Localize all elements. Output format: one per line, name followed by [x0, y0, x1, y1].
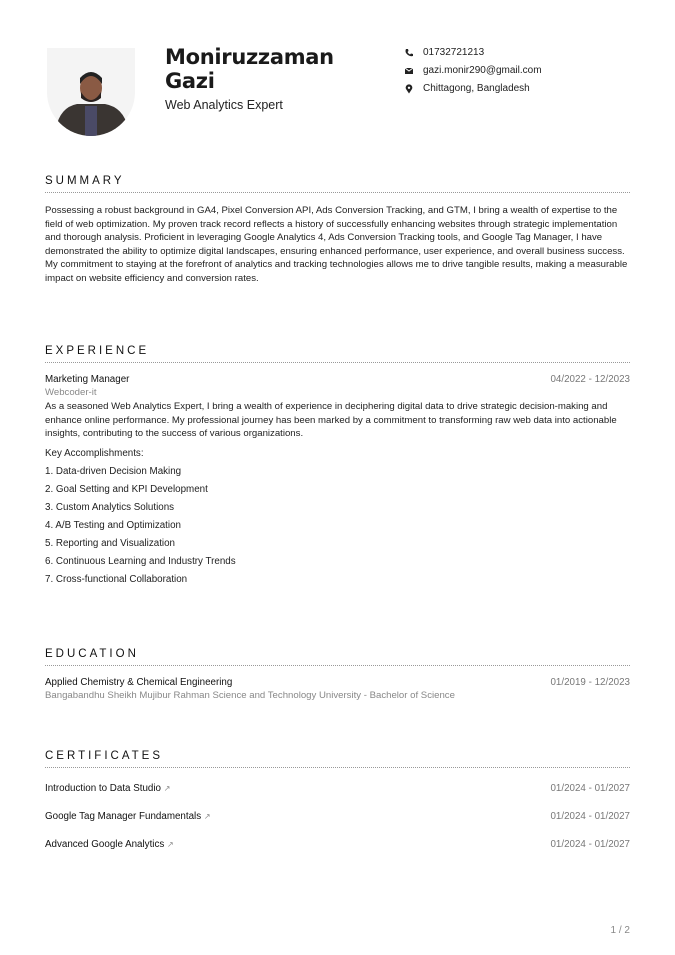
certificate-item[interactable]: [45, 839, 630, 850]
list-item: 2. Goal Setting and KPI Development: [45, 483, 208, 495]
phone[interactable]: 01732721213: [423, 47, 485, 58]
job-description: As a seasoned Web Analytics Expert, I bring a wealth of experience in deciphering digital data to drive strategic decision-making and enhance online performance. My professional journey has been marked by a commitment to transforming raw web data into actionable insights, contributing to the success of various organizations.: [45, 401, 617, 439]
email[interactable]: gazi.monir290@gmail.com: [423, 65, 542, 76]
degree-field: Applied Chemistry & Chemical Engineering: [45, 677, 233, 688]
list-item: 7. Cross-functional Collaboration: [45, 573, 188, 585]
job-role: Marketing Manager: [45, 374, 130, 385]
certificate-name[interactable]: Introduction to Data Studio: [45, 783, 162, 794]
location-pin-icon: [404, 84, 414, 94]
external-link-icon[interactable]: ↗: [167, 840, 174, 849]
contact-info: [404, 44, 542, 98]
external-link-icon[interactable]: ↗: [163, 784, 171, 793]
name-line-1: Moniruzzaman: [165, 45, 334, 69]
profile-photo: [47, 48, 135, 136]
certificate-name[interactable]: Advanced Google Analytics: [45, 839, 165, 850]
external-link-icon[interactable]: ↗: [203, 812, 211, 821]
accomplishments-list: [45, 448, 630, 585]
summary-section: [45, 175, 630, 285]
candidate-name: [165, 45, 334, 93]
list-item: 6. Continuous Learning and Industry Trends: [45, 555, 236, 567]
section-heading: SUMMARY: [45, 175, 630, 193]
list-item: 5. Reporting and Visualization: [45, 537, 175, 549]
job-dates: 04/2022 - 12/2023: [550, 374, 630, 385]
certificate-item[interactable]: [45, 783, 630, 794]
list-item: 4. A/B Testing and Optimization: [45, 519, 181, 531]
section-heading: CERTIFICATES: [45, 750, 630, 768]
education-dates: 01/2019 - 12/2023: [550, 677, 630, 688]
page-number: 1 / 2: [610, 925, 630, 936]
phone-icon: [404, 48, 414, 58]
institution: Bangabandhu Sheikh Mujibur Rahman Science and Technology University - Bachelor of Science: [45, 690, 455, 701]
certificate-dates: 01/2024 - 01/2027: [550, 811, 630, 822]
education-section: [45, 648, 630, 701]
accomplishments-label: Key Accomplishments:: [45, 447, 144, 459]
section-heading: EDUCATION: [45, 648, 630, 666]
company: Webcoder-it: [45, 387, 97, 398]
certificate-name[interactable]: Google Tag Manager Fundamentals: [45, 811, 202, 822]
summary-text: Possessing a robust background in GA4, Pixel Conversion API, Ads Conversion Tracking, and GTM, I bring a wealth of expertise to the field of web optimization. My proven track record reflects a history of successfully enhancing websites through strategic implementation and thorough analysis. Proficient in leveraging Google Analytics 4, Ads Conversion Tracking tools, and Google Tag Manager, I have demonstrated the ability to optimize digital landscapes, ensuring enhanced performance, user experience, and overall business success. My commitment to staying at the forefront of analytics and tracking technologies allows me to drive tangible results, making a measurable impact on website efficiency and conversion rates.: [45, 205, 628, 284]
experience-section: [45, 345, 630, 585]
location: Chittagong, Bangladesh: [423, 83, 530, 94]
certificate-item[interactable]: [45, 811, 630, 822]
certificate-dates: 01/2024 - 01/2027: [550, 783, 630, 794]
section-heading: EXPERIENCE: [45, 345, 630, 363]
certificates-section: [45, 750, 630, 867]
job-title: Web Analytics Expert: [165, 98, 283, 112]
name-line-2: Gazi: [165, 69, 215, 93]
email-icon: [404, 66, 414, 76]
list-item: 1. Data-driven Decision Making: [45, 465, 182, 477]
list-item: 3. Custom Analytics Solutions: [45, 501, 175, 513]
certificate-dates: 01/2024 - 01/2027: [550, 839, 630, 850]
